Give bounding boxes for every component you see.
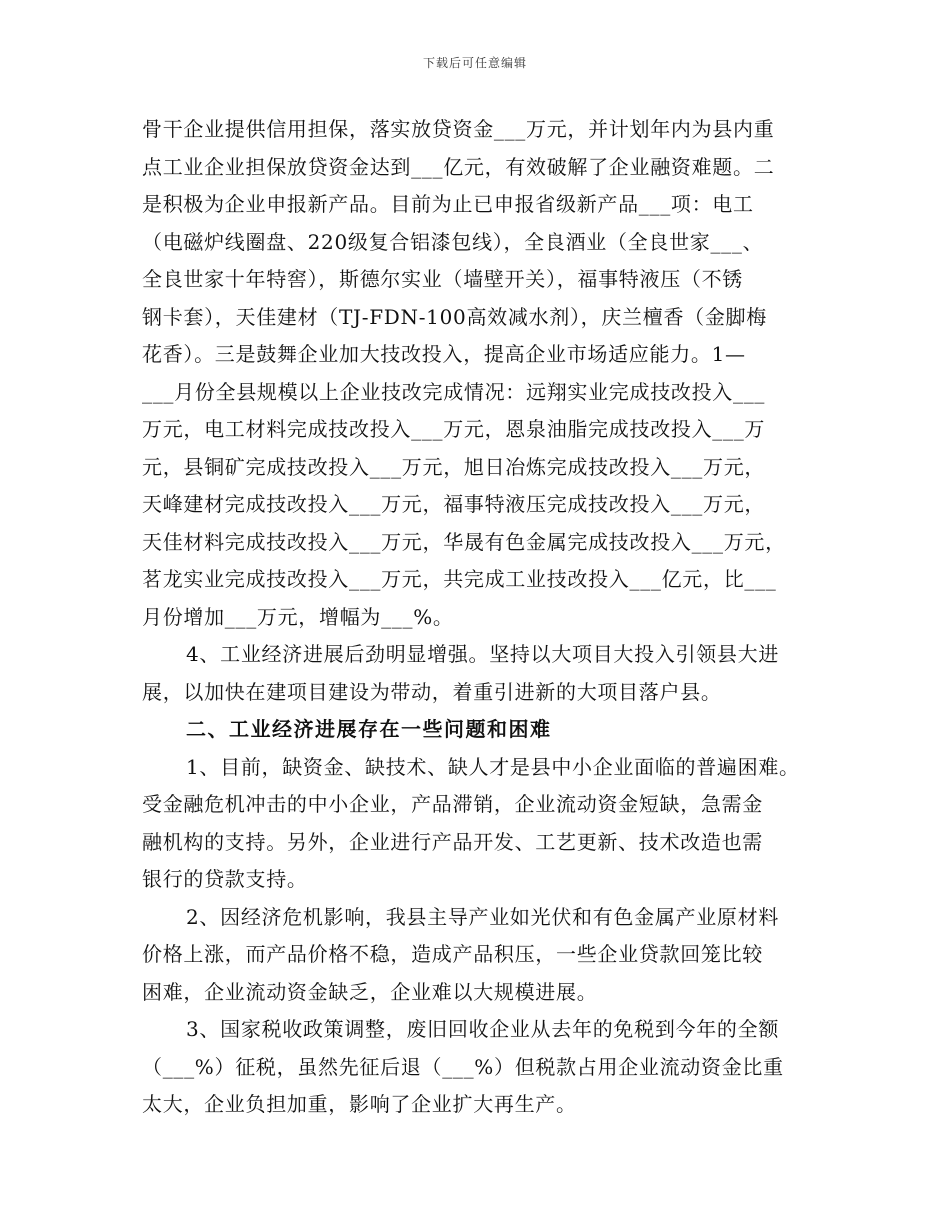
- document-body: [142, 111, 842, 1124]
- paragraph-line: 困难，企业流动资金缺乏，企业难以大规模进展。: [142, 979, 598, 1004]
- paragraph-line: 月份增加___万元，增幅为___%。: [142, 604, 454, 629]
- paragraph-line: 受金融危机冲击的中小企业，产品滞销，企业流动资金短缺，急需金: [142, 792, 763, 816]
- paragraph-line: 天佳材料完成技改投入___万元，华晟有色金属完成技改投入___万元，: [142, 529, 786, 554]
- paragraph-line: 是积极为企业申报新产品。目前为止已申报省级新产品___项：电工: [142, 192, 754, 216]
- paragraph-line: （___%）征税，虽然先征后退（___%）但税款占用企业流动资金比重: [142, 1054, 784, 1079]
- paragraph-line: 价格上涨，而产品价格不稳，造成产品积压，一些企业贷款回笼比较: [142, 942, 763, 966]
- page-header: 下载后可任意编辑: [422, 56, 527, 70]
- paragraph-line: 花香）。三是鼓舞企业加大技改投入，提高企业市场适应能力。1—: [142, 342, 746, 366]
- section-heading: 二、工业经济进展存在一些问题和困难: [186, 717, 552, 741]
- paragraph-line: 1、目前，缺资金、缺技术、缺人才是县中小企业面临的普遍困难。: [186, 754, 800, 779]
- paragraph-line: 4、工业经济进展后劲明显增强。坚持以大项目大投入引领县大进: [186, 642, 780, 666]
- paragraph-line: 全良世家十年特窖），斯德尔实业（墙壁开关），福事特液压（不锈: [142, 267, 743, 291]
- paragraph-line: 茗龙实业完成技改投入___万元，共完成工业技改投入___亿元，比___: [142, 567, 777, 591]
- paragraph-line: 万元，电工材料完成技改投入___万元，恩泉油脂完成技改投入___万: [142, 417, 766, 441]
- paragraph-line: 点工业企业担保放贷资金达到___亿元，有效破解了企业融资难题。二: [142, 154, 775, 179]
- paragraph-line: 展，以加快在建项目建设为带动，着重引进新的大项目落户县。: [142, 679, 722, 704]
- paragraph-line: （电磁炉线圈盘、220级复合铝漆包线），全良酒业（全良世家___、: [142, 229, 764, 254]
- paragraph-line: 钢卡套），天佳建材（TJ-FDN-100高效减水剂），庆兰檀香（金脚梅: [142, 304, 767, 329]
- paragraph-line: 银行的贷款支持。: [142, 867, 308, 891]
- paragraph-line: 骨干企业提供信用担保，落实放贷资金___万元，并计划年内为县内重: [142, 117, 775, 141]
- paragraph-line: ___月份全县规模以上企业技改完成情况：远翔实业完成技改投入___: [142, 379, 766, 404]
- paragraph-line: 天峰建材完成技改投入___万元，福事特液压完成技改投入___万元，: [142, 492, 766, 516]
- paragraph-line: 2、因经济危机影响，我县主导产业如光伏和有色金属产业原材料: [186, 904, 780, 929]
- paragraph-line: 融机构的支持。另外，企业进行产品开发、工艺更新、技术改造也需: [142, 829, 763, 854]
- paragraph-line: 元，县铜矿完成技改投入___万元，旭日冶炼完成技改投入___万元，: [142, 454, 766, 479]
- paragraph-line: 太大，企业负担加重，影响了企业扩大再生产。: [142, 1092, 577, 1116]
- paragraph-line: 3、国家税收政策调整，废旧回收企业从去年的免税到今年的全额: [186, 1017, 780, 1041]
